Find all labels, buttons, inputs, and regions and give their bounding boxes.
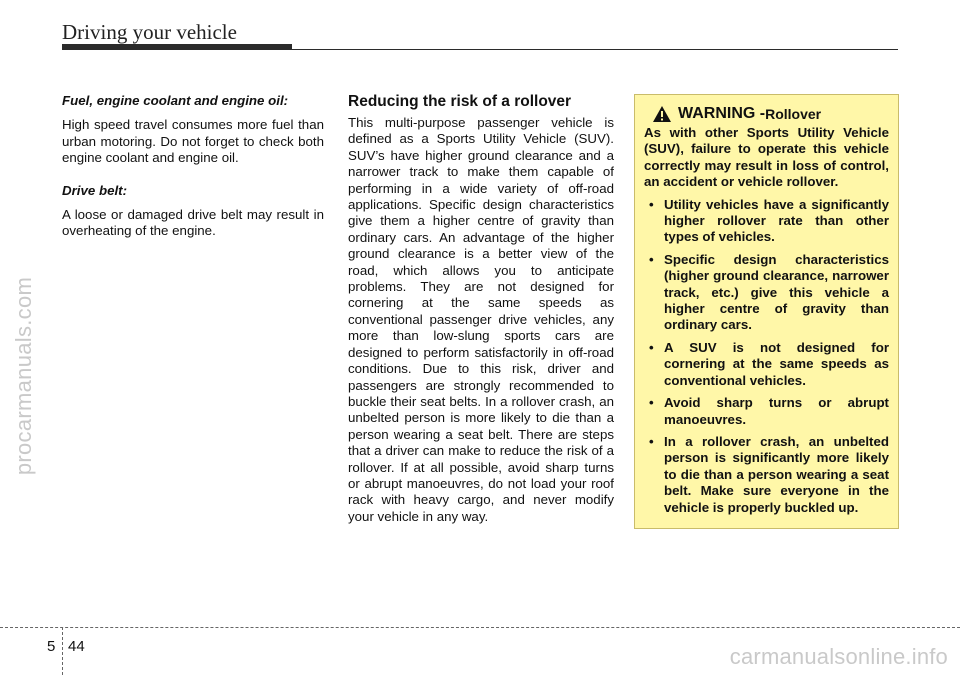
paragraph-drive-belt: A loose or damaged drive belt may result in overheating of the engine. bbox=[62, 207, 324, 239]
section-title-rollover: Reducing the risk of a rollover bbox=[348, 93, 572, 110]
page-header-title: Driving your vehicle bbox=[62, 20, 237, 44]
warning-header bbox=[652, 105, 889, 123]
warning-label: WARNING - bbox=[678, 104, 766, 122]
warning-list-item: • In a rollover crash, an unbelted person is significantly more likely to die than a person wearing a seat belt. Make sure everyone in the vehicle is properly buckled up. bbox=[644, 434, 889, 516]
footer-rule bbox=[0, 627, 960, 628]
page-number: 44 bbox=[68, 638, 85, 655]
subheading-drive-belt: Drive belt: bbox=[62, 182, 128, 198]
footer-watermark: carmanualsonline.info bbox=[729, 644, 948, 669]
subheading-fuel: Fuel, engine coolant and engine oil: bbox=[62, 93, 289, 108]
warning-intro: As with other Sports Utility Vehicle (SUV), failure to operate this vehicle correctly may result in loss of control, an accident or vehicle rollover. bbox=[644, 125, 889, 190]
header-rule bbox=[62, 49, 898, 50]
warning-list-item: • A SUV is not designed for cornering at the same speeds as conventional vehicles. bbox=[644, 340, 889, 389]
paragraph-rollover: This multi-purpose passenger vehicle is defined as a Sports Utility Vehicle (SUV). SUV’s have higher ground clearance and a narrower track to make them capable of performing in a wide variety of off-road applications. Specific design characteristics give them a higher centre of gravity than ordinary cars. An advantage of the higher ground clearance is a better view of the road, which allows you to anticipate problems. They are not designed for cornering at the same speeds as conventional passenger drive vehicles, any more than low-slung sports cars are designed to perform satisfactorily in off-road conditions. Due to this risk, driver and passengers are strongly recommended to buckle their seat belts. In a rollover crash, an unbelted person is more likely to die than a person wearing a seat belt. There are steps that a driver can make to reduce the risk of a rollover. If at all possible, avoid sharp turns or abrupt manoeuvres, do not load your roof rack with heavy cargo, and never modify your vehicle in any way. bbox=[348, 115, 614, 524]
warning-subject: Rollover bbox=[765, 105, 822, 122]
chapter-number: 5 bbox=[47, 638, 56, 655]
paragraph-fuel: High speed travel consumes more fuel than urban motoring. Do not forget to check both engine coolant and engine oil. bbox=[62, 117, 324, 166]
middle-column bbox=[348, 93, 614, 525]
warning-list-item: • Utility vehicles have a significantly higher rollover rate than other types of vehicles. bbox=[644, 197, 889, 246]
warning-triangle-icon bbox=[652, 105, 672, 123]
left-column bbox=[62, 93, 324, 240]
side-watermark: procarmanuals.com bbox=[11, 276, 36, 476]
warning-list bbox=[644, 197, 889, 516]
warning-list-item: • Specific design characteristics (higher ground clearance, narrower track, etc.) give this vehicle a higher centre of gravity than ordinary cars. bbox=[644, 252, 889, 334]
footer-divider bbox=[62, 627, 63, 675]
warning-box bbox=[634, 94, 899, 529]
warning-list-item: • Avoid sharp turns or abrupt manoeuvres. bbox=[644, 395, 889, 428]
